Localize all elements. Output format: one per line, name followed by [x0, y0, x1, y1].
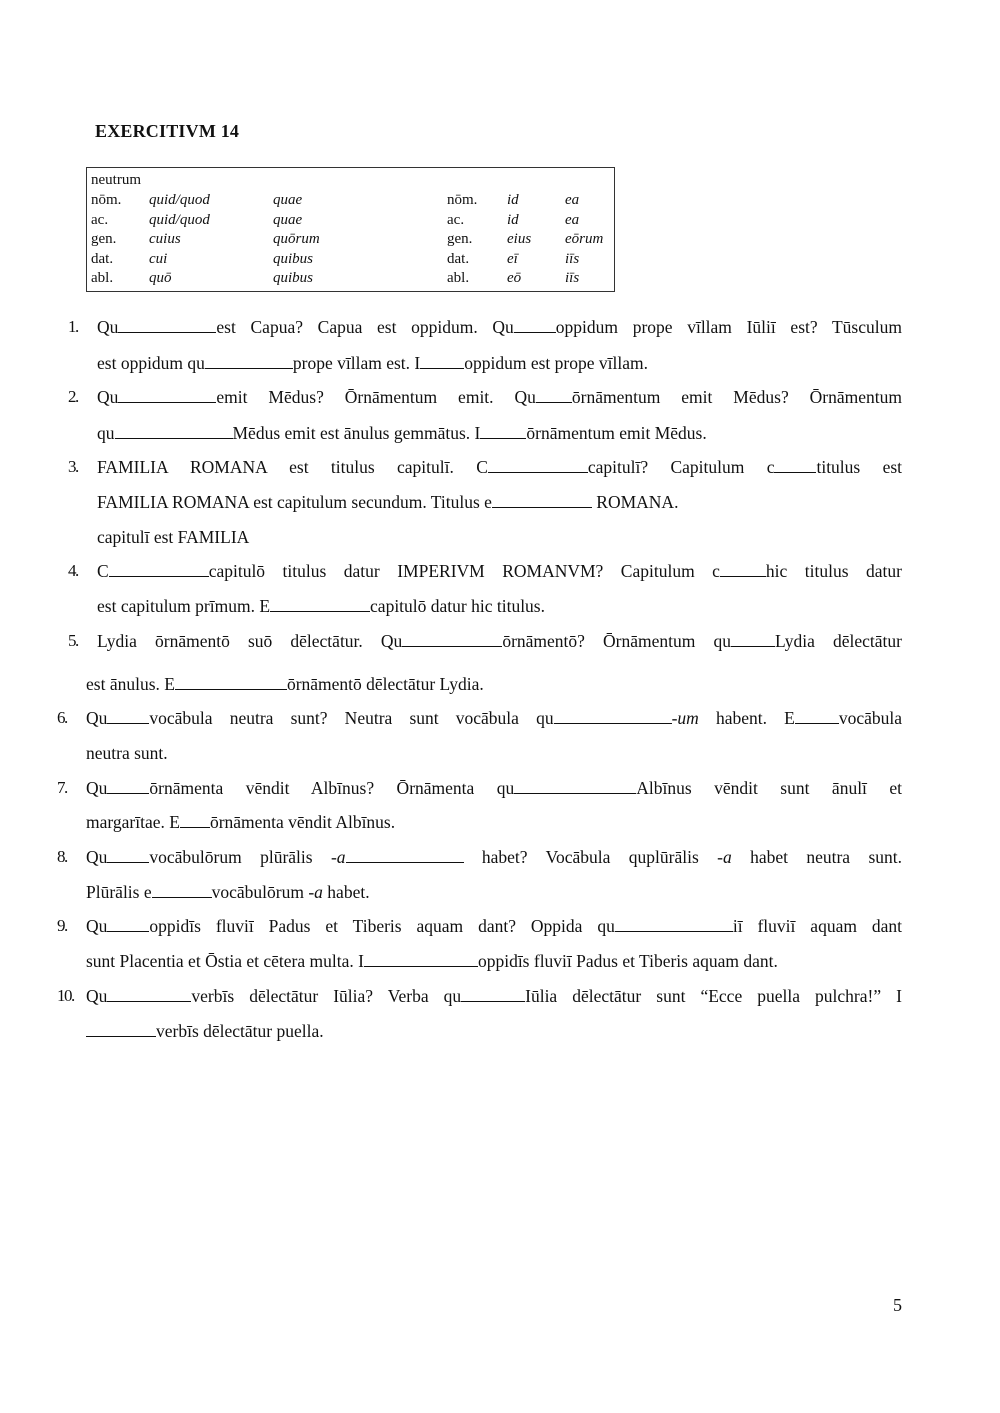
- exercise-text: vocābula: [838, 708, 903, 728]
- exercise-line: [86, 777, 902, 799]
- exercise-text: capitulō titulus datur IMPERIVM ROMANVM? Capitulum c: [208, 561, 720, 581]
- answer-blank[interactable]: [536, 387, 572, 403]
- answer-blank[interactable]: [514, 317, 556, 333]
- answer-blank[interactable]: [115, 423, 233, 439]
- exercise-number: 9.: [57, 916, 67, 935]
- exercise-line: [97, 316, 902, 338]
- answer-blank[interactable]: [795, 708, 839, 724]
- exercise-text: vocābula neutra sunt? Neutra sunt vocābula qu: [149, 708, 554, 728]
- declension-cell-pl: quae: [273, 192, 303, 208]
- declension-cell-pl2: ea: [565, 192, 580, 208]
- exercise-line: [86, 707, 902, 729]
- exercise-line: [97, 456, 902, 478]
- declension-table: [86, 167, 615, 292]
- exercise-text: Qu: [86, 847, 108, 867]
- exercise-text: Qu: [86, 778, 108, 798]
- declension-cell-pl: quae: [273, 211, 303, 228]
- exercise-text: vocābulōrum: [211, 882, 309, 902]
- exercise-line: [86, 881, 370, 903]
- exercise-line: [97, 422, 707, 444]
- declension-cell-sg: quid/quod: [149, 192, 210, 208]
- answer-blank[interactable]: [554, 708, 672, 724]
- answer-blank[interactable]: [118, 387, 216, 403]
- exercise-text: Plūrālis e: [86, 882, 152, 902]
- exercise-text: emit Mēdus? Ōrnāmentum emit. Qu: [216, 387, 536, 407]
- declension-cell-pl2: iīs: [565, 270, 580, 287]
- exercise-number: 7.: [57, 778, 67, 797]
- exercise-text: Lydia dēlectātur: [775, 631, 902, 651]
- declension-cell-case2: gen.: [447, 231, 473, 248]
- answer-blank[interactable]: [86, 1021, 156, 1037]
- answer-blank[interactable]: [107, 708, 149, 724]
- declension-cell-case2: dat.: [447, 250, 470, 267]
- declension-cell-sg: quid/quod: [149, 211, 210, 228]
- declension-cell-case2: nōm.: [447, 192, 478, 208]
- exercise-text: capitulī? Capitulum c: [587, 457, 775, 477]
- exercise-text: habet.: [322, 882, 370, 902]
- exercise-line: [86, 742, 168, 764]
- exercise-text: Qu: [97, 387, 119, 407]
- declension-cell-pl: quibus: [273, 270, 314, 287]
- exercise-text: Qu: [86, 916, 108, 936]
- exercise-text: est oppidum qu: [97, 353, 205, 373]
- exercise-text: ōrnāmenta vēndit Albīnus.: [209, 812, 396, 832]
- declension-cell-pl: quōrum: [273, 231, 320, 248]
- exercise-text: plūrālis: [646, 847, 718, 867]
- exercise-title: EXERCITIVM 14: [95, 121, 240, 141]
- answer-blank[interactable]: [364, 951, 478, 967]
- declension-cell-case: ac.: [91, 211, 109, 228]
- exercise-line: [97, 595, 545, 617]
- exercise-text: -a: [717, 847, 732, 867]
- answer-blank[interactable]: [774, 457, 816, 473]
- exercise-number: 1.: [68, 317, 78, 336]
- answer-blank[interactable]: [731, 631, 775, 647]
- declension-cell-sg2: eō: [507, 270, 522, 287]
- answer-blank[interactable]: [175, 674, 287, 690]
- answer-blank[interactable]: [420, 353, 464, 369]
- exercise-text: Qu: [86, 986, 108, 1006]
- declension-cell-pl2: ea: [565, 211, 580, 228]
- exercise-line: [97, 386, 902, 408]
- answer-blank[interactable]: [107, 916, 149, 932]
- exercise-line: [97, 560, 902, 582]
- exercise-text: ōrnāmenta vēndit Albīnus? Ōrnāmenta qu: [149, 778, 515, 798]
- answer-blank[interactable]: [514, 778, 636, 794]
- exercise-text: est capitulum prīmum. E: [97, 596, 271, 616]
- answer-blank[interactable]: [480, 423, 526, 439]
- exercise-text: FAMILIA ROMANA est capitulum secundum. Titulus e: [97, 492, 492, 512]
- exercise-line: [86, 915, 902, 937]
- exercise-text: oppidīs fluviī Padus et Tiberis aquam dant? Oppida qu: [149, 916, 615, 936]
- declension-cell-sg: cui: [149, 250, 168, 267]
- exercise-text: prope vīllam est. I: [292, 353, 421, 373]
- declension-cell-case: abl.: [91, 270, 114, 287]
- exercise-text: verbīs dēlectātur Iūlia? Verba qu: [191, 986, 462, 1006]
- exercise-text: iī fluviī aquam dant: [732, 916, 902, 936]
- exercise-text: ōrnāmentum emit Mēdus? Ōrnāmentum: [571, 387, 902, 407]
- exercise-text: -a: [330, 847, 346, 867]
- declension-cell-pl: quibus: [273, 250, 314, 267]
- answer-blank[interactable]: [346, 847, 464, 863]
- answer-blank[interactable]: [461, 986, 525, 1002]
- page-number: 5: [893, 1295, 902, 1315]
- exercise-text: est Capua? Capua est oppidum. Qu: [216, 317, 514, 337]
- declension-cell-sg2: id: [507, 192, 519, 208]
- exercise-text: Qu: [97, 317, 119, 337]
- exercise-number: 3.: [68, 457, 78, 476]
- answer-blank[interactable]: [109, 561, 209, 577]
- answer-blank[interactable]: [152, 882, 212, 898]
- exercise-text: titulus est: [816, 457, 903, 477]
- exercise-number: 2.: [68, 387, 78, 406]
- exercise-text: ōrnāmentum emit Mēdus.: [526, 423, 707, 443]
- exercise-text: est ānulus. E: [86, 674, 175, 694]
- answer-blank[interactable]: [180, 812, 210, 828]
- declension-cell-sg2: eius: [507, 231, 532, 248]
- exercise-number: 4.: [68, 561, 78, 580]
- exercise-line: [86, 811, 395, 833]
- exercise-text: ōrnāmentō dēlectātur Lydia.: [286, 674, 484, 694]
- exercise-text: ōrnāmentō? Ōrnāmentum qu: [502, 631, 732, 651]
- declension-cell-case: gen.: [91, 231, 117, 248]
- exercise-line: [86, 985, 902, 1007]
- exercise-line: [86, 1020, 324, 1042]
- declension-cell-pl2: iīs: [565, 250, 580, 267]
- exercise-text: Lydia ōrnāmentō suō dēlectātur. Qu: [97, 631, 403, 651]
- exercise-number: 5.: [68, 631, 78, 650]
- exercise-text: habet? Vocābula qu: [463, 847, 647, 867]
- exercise-line: [86, 846, 902, 868]
- exercise-line: [86, 673, 484, 695]
- answer-blank[interactable]: [107, 778, 149, 794]
- exercise-text: oppidum prope vīllam Iūliī est? Tūsculum: [555, 317, 902, 337]
- exercise-text: hic titulus datur: [765, 561, 902, 581]
- exercise-text: Albīnus vēndit sunt ānulī et: [636, 778, 902, 798]
- answer-blank[interactable]: [107, 847, 149, 863]
- answer-blank[interactable]: [488, 457, 588, 473]
- exercise-text: oppidum est prope vīllam.: [464, 353, 648, 373]
- exercise-text: ROMANA.: [591, 492, 679, 512]
- exercise-number: 8.: [57, 847, 67, 866]
- answer-blank[interactable]: [402, 631, 502, 647]
- exercise-text: neutra sunt.: [86, 743, 168, 763]
- answer-blank[interactable]: [615, 916, 733, 932]
- exercise-text: FAMILIA ROMANA est titulus capitulī. C: [97, 457, 488, 477]
- exercise-line: [86, 950, 778, 972]
- answer-blank[interactable]: [107, 986, 191, 1002]
- declension-cell-sg2: id: [507, 211, 519, 228]
- exercise-number: 6.: [57, 708, 67, 727]
- declension-cell-sg: cuius: [149, 231, 181, 248]
- declension-cell-case2: ac.: [447, 211, 465, 228]
- exercise-line: [97, 630, 902, 652]
- declension-cell-case2: abl.: [447, 270, 470, 287]
- exercise-number: 10.: [57, 986, 74, 1005]
- exercise-text: -a: [308, 882, 323, 902]
- exercise-text: Iūlia dēlectātur sunt “Ecce puella pulchra!” I: [525, 986, 902, 1006]
- declension-header: neutrum: [91, 172, 141, 188]
- exercise-text: sunt Placentia et Ōstia et cētera multa. I: [86, 951, 364, 971]
- exercise-text: verbīs dēlectātur puella.: [156, 1021, 324, 1041]
- declension-cell-sg2: eī: [507, 250, 518, 267]
- answer-blank[interactable]: [492, 492, 592, 508]
- declension-cell-case: dat.: [91, 250, 114, 267]
- exercise-text: habent. E: [698, 708, 795, 728]
- declension-cell-sg: quō: [149, 270, 172, 287]
- exercise-text: margarītae. E: [86, 812, 180, 832]
- exercise-text: -um: [671, 708, 699, 728]
- exercise-text: capitulō datur hic titulus.: [370, 596, 545, 616]
- exercise-text: qu: [97, 423, 115, 443]
- exercise-text: Mēdus emit est ānulus gemmātus. I: [232, 423, 481, 443]
- exercise-line: [97, 526, 249, 548]
- answer-blank[interactable]: [270, 596, 370, 612]
- exercise-line: [97, 491, 678, 513]
- exercise-text: C: [97, 561, 109, 581]
- declension-cell-pl2: eōrum: [565, 231, 604, 248]
- answer-blank[interactable]: [118, 317, 216, 333]
- declension-cell-case: nōm.: [91, 192, 122, 208]
- exercise-text: oppidīs fluviī Padus et Tiberis aquam dant.: [477, 951, 778, 971]
- answer-blank[interactable]: [205, 353, 293, 369]
- exercise-text: Qu: [86, 708, 108, 728]
- exercise-line: [97, 352, 648, 374]
- exercise-text: capitulī est FAMILIA: [97, 527, 250, 547]
- answer-blank[interactable]: [720, 561, 766, 577]
- exercise-text: vocābulōrum plūrālis: [149, 847, 331, 867]
- exercise-text: habet neutra sunt.: [731, 847, 902, 867]
